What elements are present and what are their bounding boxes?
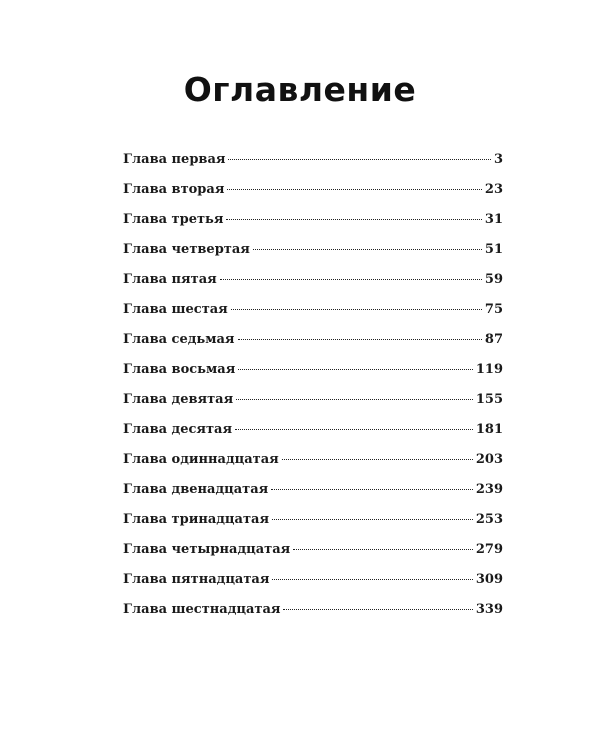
toc-entry [123, 602, 503, 632]
dot-leader [253, 249, 482, 250]
toc-entry-label: Глава пятнадцатая [123, 572, 270, 587]
toc-entry-page: 339 [475, 602, 503, 617]
dot-leader [231, 309, 482, 310]
dot-leader [226, 219, 481, 220]
toc-entry-label: Глава первая [123, 152, 226, 167]
dot-leader [271, 489, 473, 490]
toc-entry-label: Глава четвертая [123, 242, 250, 257]
toc-entry [123, 302, 503, 332]
toc-entry-label: Глава десятая [123, 422, 233, 437]
dot-leader [238, 339, 482, 340]
dot-leader [272, 579, 472, 580]
toc-entry-page: 279 [475, 542, 503, 557]
toc-entry [123, 182, 503, 212]
toc-entry [123, 422, 503, 452]
toc-entry-label: Глава девятая [123, 392, 234, 407]
toc-entry-page: 87 [484, 332, 503, 347]
toc-entry [123, 542, 503, 572]
toc-entry-label: Глава седьмая [123, 332, 235, 347]
page-title: Оглавление [183, 70, 417, 109]
table-of-contents [123, 152, 503, 632]
dot-leader [238, 369, 473, 370]
toc-entry [123, 392, 503, 422]
toc-entry-label: Глава шестая [123, 302, 228, 317]
toc-entry [123, 482, 503, 512]
toc-entry-page: 203 [475, 452, 503, 467]
toc-entry-page: 51 [484, 242, 503, 257]
toc-entry [123, 152, 503, 182]
toc-entry-page: 3 [493, 152, 503, 167]
toc-entry-label: Глава четырнадцатая [123, 542, 291, 557]
toc-entry-label: Глава одиннадцатая [123, 452, 279, 467]
toc-entry-page: 239 [475, 482, 503, 497]
toc-entry-page: 181 [475, 422, 503, 437]
toc-entry [123, 572, 503, 602]
dot-leader [283, 609, 472, 610]
toc-entry-label: Глава пятая [123, 272, 217, 287]
toc-entry-page: 119 [475, 362, 503, 377]
toc-entry-label: Глава двенадцатая [123, 482, 269, 497]
toc-entry-page: 31 [484, 212, 503, 227]
toc-entry [123, 512, 503, 542]
dot-leader [228, 159, 490, 160]
toc-entry-label: Глава тринадцатая [123, 512, 270, 527]
toc-entry-label: Глава третья [123, 212, 224, 227]
toc-entry-label: Глава восьмая [123, 362, 236, 377]
toc-entry-page: 75 [484, 302, 503, 317]
dot-leader [235, 429, 473, 430]
toc-entry [123, 272, 503, 302]
dot-leader [282, 459, 473, 460]
toc-entry [123, 332, 503, 362]
toc-entry [123, 362, 503, 392]
toc-entry-page: 253 [475, 512, 503, 527]
dot-leader [227, 189, 481, 190]
toc-entry-label: Глава вторая [123, 182, 225, 197]
toc-entry-page: 155 [475, 392, 503, 407]
toc-entry-page: 59 [484, 272, 503, 287]
dot-leader [220, 279, 482, 280]
toc-entry-page: 309 [475, 572, 503, 587]
dot-leader [236, 399, 473, 400]
dot-leader [272, 519, 473, 520]
toc-entry [123, 242, 503, 272]
toc-entry [123, 212, 503, 242]
dot-leader [293, 549, 473, 550]
toc-entry-page: 23 [484, 182, 503, 197]
toc-entry-label: Глава шестнадцатая [123, 602, 281, 617]
toc-entry [123, 452, 503, 482]
